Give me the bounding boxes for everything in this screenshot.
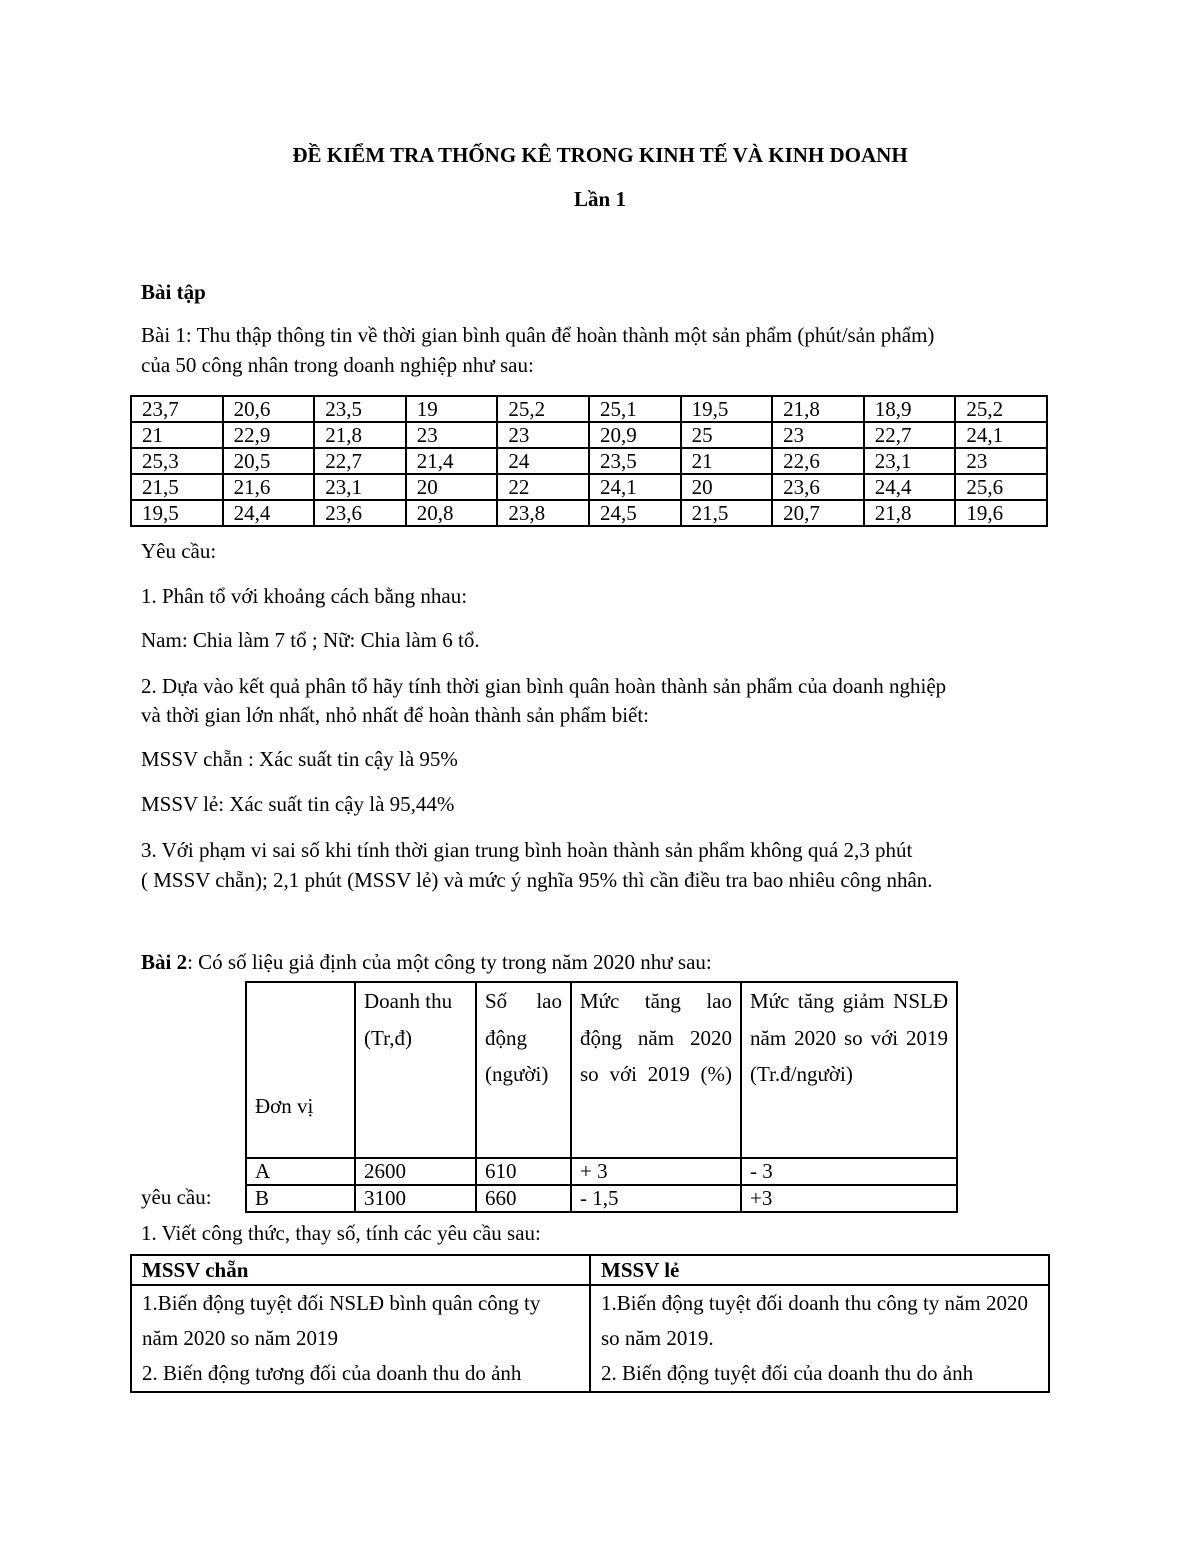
table-cell: 19,6 [955,500,1047,526]
table-cell: 21,8 [772,396,864,422]
table-cell: 24,5 [589,500,681,526]
table-cell: 24,4 [223,500,315,526]
bai1-data-table [130,395,1048,527]
bai1-question-2-odd: MSSV lẻ: Xác suất tin cậy là 95,44% [141,792,455,816]
table-cell: 20,9 [589,422,681,448]
table-row [131,396,1047,422]
table-row [131,422,1047,448]
document-title: ĐỀ KIỂM TRA THỐNG KÊ TRONG KINH TẾ VÀ KINH DOANH [292,143,908,167]
table-cell: 23 [497,422,589,448]
table-cell: 22 [497,474,589,500]
table-row [131,500,1047,526]
bai2-requirement-label: yêu cầu: [141,1185,212,1209]
table-cell: 21,8 [314,422,406,448]
table-cell: A [246,1158,355,1185]
table-cell: 24,1 [955,422,1047,448]
table-cell: 25,6 [955,474,1047,500]
table-cell: 22,7 [314,448,406,474]
table-cell: 23,8 [497,500,589,526]
table-cell: 21,4 [406,448,498,474]
header-muc-tang-giam-nsld: Mức tăng giảm NSLĐ năm 2020 so với 2019 (Tr.đ/người) [741,982,957,1158]
bai1-intro-line1: Bài 1: Thu thập thông tin về thời gian bình quân để hoàn thành một sản phẩm (phút/sản phẩm) [141,323,935,347]
table-cell: B [246,1185,355,1212]
table-cell: 20 [681,474,773,500]
bai1-question-1: 1. Phân tổ với khoảng cách bằng nhau: [141,584,468,608]
bai1-intro-line2: của 50 công nhân trong doanh nghiệp như sau: [141,353,534,377]
table-cell [590,1285,1049,1392]
table-cell: 21 [131,422,223,448]
document-subtitle: Lần 1 [574,187,626,211]
table-cell: 20,5 [223,448,315,474]
table-cell: 24 [497,448,589,474]
header-muc-tang-lao-dong: Mức tăng lao động năm 2020 so với 2019 (%) [571,982,741,1158]
table-cell: 660 [476,1185,571,1212]
table-row [131,448,1047,474]
table-cell: 20,6 [223,396,315,422]
table-cell: 19,5 [681,396,773,422]
table-cell: 23 [406,422,498,448]
table-cell: 25,3 [131,448,223,474]
table-cell: 24,1 [589,474,681,500]
bai1-question-2-even: MSSV chẵn : Xác suất tin cậy là 95% [141,747,458,771]
table-cell: 19,5 [131,500,223,526]
bai1-question-2-line1: 2. Dựa vào kết quả phân tổ hãy tính thời gian bình quân hoàn thành sản phẩm của doanh nghiệp [141,674,947,698]
bai1-question-3-line1: 3. Với phạm vi sai số khi tính thời gian trung bình hoàn thành sản phẩm không quá 2,3 phút [141,838,913,862]
table-cell: + 3 [571,1158,741,1185]
table-cell: 22,7 [864,422,956,448]
table-cell: - 1,5 [571,1185,741,1212]
header-mssv-chan: MSSV chẵn [131,1255,590,1285]
table-cell: 23,5 [314,396,406,422]
list-item: 2. Biến động tuyệt đối của doanh thu do ảnh [601,1361,974,1385]
table-cell: 23 [772,422,864,448]
table-cell: 18,9 [864,396,956,422]
table-cell: 3100 [355,1185,476,1212]
header-so-lao-dong: Số lao động (người) [476,982,571,1158]
list-item: 2. Biến động tương đối của doanh thu do ảnh [142,1361,522,1385]
table-cell: 21,6 [223,474,315,500]
table-cell: 21,5 [131,474,223,500]
table-cell: 21 [681,448,773,474]
bai2-intro-text: : Có số liệu giả định của một công ty trong năm 2020 như sau: [187,950,712,974]
table-cell: 20,8 [406,500,498,526]
table-cell: 23,6 [314,500,406,526]
table-cell: 25 [681,422,773,448]
header-mssv-le: MSSV lẻ [590,1255,1049,1285]
bai2-question-1: 1. Viết công thức, thay số, tính các yêu cầu sau: [141,1221,541,1245]
table-cell: 21,8 [864,500,956,526]
bai1-question-2-line2: và thời gian lớn nhất, nhỏ nhất để hoàn thành sản phẩm biết: [141,703,650,727]
bai2-comparison-table [130,1254,1050,1393]
table-cell [131,1285,590,1392]
table-cell: 610 [476,1158,571,1185]
table-cell: 23 [955,448,1047,474]
bai1-question-3-line2: ( MSSV chẵn); 2,1 phút (MSSV lẻ) và mức ý nghĩa 95% thì cần điều tra bao nhiêu công nhân. [141,868,933,892]
table-cell: 19 [406,396,498,422]
table-cell: 22,9 [223,422,315,448]
table-cell: 25,1 [589,396,681,422]
bai1-question-1-detail: Nam: Chia làm 7 tổ ; Nữ: Chia làm 6 tổ. [141,628,480,652]
table-cell: 22,6 [772,448,864,474]
table-cell: 23,1 [314,474,406,500]
table-cell: 25,2 [497,396,589,422]
table-cell: 20,7 [772,500,864,526]
table-cell: 23,1 [864,448,956,474]
table-cell: 25,2 [955,396,1047,422]
table-cell: +3 [741,1185,957,1212]
table-cell: 2600 [355,1158,476,1185]
table-cell: 23,6 [772,474,864,500]
table-row [131,474,1047,500]
bai2-intro [141,949,712,976]
table-cell: 23,7 [131,396,223,422]
header-doanh-thu: Doanh thu (Tr,đ) [355,982,476,1158]
header-don-vi: Đơn vị [246,982,355,1158]
table-cell: 21,5 [681,500,773,526]
list-item: 1.Biến động tuyệt đối doanh thu công ty năm 2020 so năm 2019. [601,1291,1028,1350]
table-cell: 23,5 [589,448,681,474]
section-heading: Bài tập [141,280,206,304]
bai2-label: Bài 2 [141,950,188,974]
table-cell: 24,4 [864,474,956,500]
list-item: 1.Biến động tuyệt đối NSLĐ bình quân công ty năm 2020 so năm 2019 [142,1291,541,1350]
table-cell: - 3 [741,1158,957,1185]
bai2-data-table [245,981,958,1213]
bai1-requirement-label: Yêu cầu: [141,539,217,563]
table-cell: 20 [406,474,498,500]
